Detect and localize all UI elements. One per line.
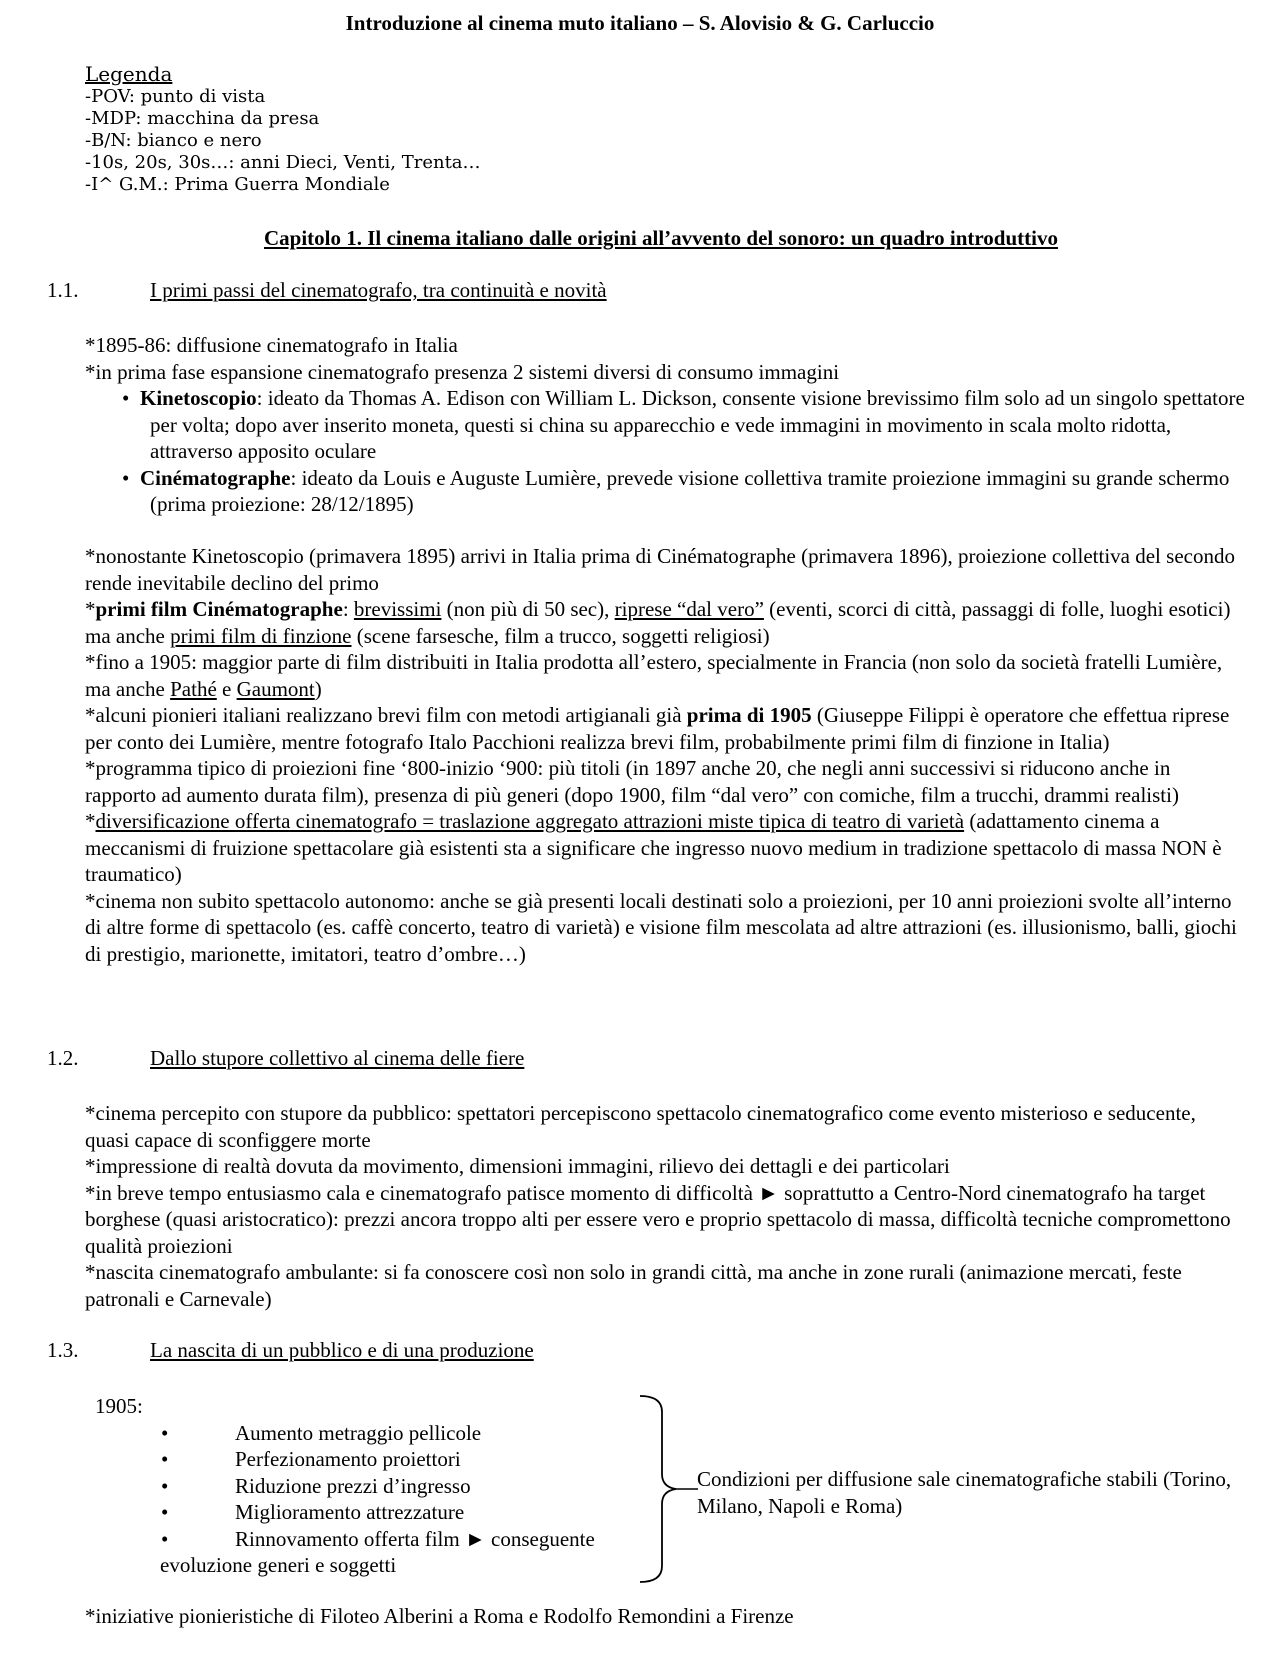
section-body	[85, 543, 1245, 967]
legend-heading: Legenda	[85, 62, 173, 86]
right-brace-icon	[640, 1394, 700, 1584]
list-item: • Riduzione prezzi d’ingresso	[161, 1473, 471, 1498]
section-body	[85, 332, 1245, 518]
paragraph: *nascita cinematografo ambulante: si fa conoscere così non solo in grandi città, ma anche in zone rurali (animazione mercati, feste patronali e Carnevale)	[85, 1260, 1182, 1311]
list-year: 1905:	[95, 1394, 143, 1418]
section-number: 1.2.	[47, 1046, 79, 1070]
paragraph: *fino a 1905: maggior parte di film distribuiti in Italia prodotta all’estero, specialmente in Francia (non solo da società fratelli Lumière, ma anche Pathé e Gaumont)	[85, 650, 1223, 701]
legend-item: -I^ G.M.: Prima Guerra Mondiale	[85, 174, 390, 195]
section-number: 1.3.	[47, 1338, 79, 1362]
paragraph: *impressione di realtà dovuta da movimento, dimensioni immagini, rilievo dei dettagli e dei particolari	[85, 1154, 950, 1178]
paragraph: *primi film Cinématographe: brevissimi (non più di 50 sec), riprese “dal vero” (eventi, scorci di città, passaggi di folle, luoghi esotici) ma anche primi film di finzione (scene farsesche, film a trucco, soggetti religiosi)	[85, 597, 1231, 648]
bullet-list	[85, 385, 1245, 518]
conditions-list	[95, 1393, 655, 1579]
section-title: La nascita di un pubblico e di una produzione	[150, 1338, 534, 1362]
list-item: • Cinématographe: ideato da Louis e Auguste Lumière, prevede visione collettiva tramite proiezione immagini su grande schermo (prima proiezione: 28/12/1895)	[122, 465, 1230, 516]
paragraph: *cinema percepito con stupore da pubblico: spettatori percepiscono spettacolo cinematografico come evento misterioso e seducente, quasi capace di sconfiggere morte	[85, 1101, 1196, 1152]
paragraph: *1895-86: diffusione cinematografo in Italia	[85, 333, 458, 357]
list-item: • Miglioramento attrezzature	[161, 1500, 465, 1524]
legend-item: -B/N: bianco e nero	[85, 130, 262, 151]
chapter-title: Capitolo 1. Il cinema italiano dalle origini all’avvento del sonoro: un quadro introduttivo	[263, 226, 1058, 250]
list-item: • Rinnovamento offerta film ► conseguente	[161, 1526, 595, 1551]
paragraph: *programma tipico di proiezioni fine ‘800-inizio ‘900: più titoli (in 1897 anche 20, che negli anni successivi si riducono anche in rapporto ad aumento durata film), presenza di più generi (dopo 1900, film “dal vero” con comiche, film a trucchi, drammi realisti)	[85, 756, 1179, 807]
paragraph: *in prima fase espansione cinematografo presenza 2 sistemi diversi di consumo immagini	[85, 359, 840, 384]
paragraph: *nonostante Kinetoscopio (primavera 1895) arrivi in Italia prima di Cinématographe (primavera 1896), proiezione collettiva del secondo rende inevitabile declino del primo	[85, 544, 1235, 595]
legend	[85, 62, 481, 196]
paragraph: *in breve tempo entusiasmo cala e cinematografo patisce momento di difficoltà ► soprattutto a Centro-Nord cinematografo ha target borghese (quasi aristocratico): prezzi ancora troppo alti per essere vero e proprio spettacolo di massa, difficoltà tecniche compromettono qualità proiezioni	[85, 1180, 1231, 1258]
list-item: • Kinetoscopio: ideato da Thomas A. Edison con William L. Dickson, consente visione brevissimo film solo ad un singolo spettatore per volta; dopo aver inserito moneta, questi si china su apparecchio e vede immagini in movimento in scala molto ridotta, attraverso apposito oculare	[122, 386, 1245, 463]
section-number: 1.1.	[47, 278, 79, 302]
section-body	[85, 1100, 1245, 1312]
document-title: Introduzione al cinema muto italiano – S. Alovisio & G. Carluccio	[345, 11, 935, 35]
section-title: I primi passi del cinematografo, tra continuità e novità	[150, 278, 607, 302]
section-title: Dallo stupore collettivo al cinema delle fiere	[150, 1046, 525, 1070]
legend-item: -10s, 20s, 30s…: anni Dieci, Venti, Trenta…	[85, 152, 481, 173]
list-item: • Perfezionamento proiettori	[161, 1447, 461, 1471]
list-item-continuation: evoluzione generi e soggetti	[160, 1553, 397, 1577]
paragraph: *diversificazione offerta cinematografo = traslazione aggregato attrazioni miste tipica di teatro di varietà (adattamento cinema a meccanismi di fruizione spettacolare già esistenti sta a significare che ingresso nuovo medium in tradizione spettacolo di massa NON è traumatico)	[85, 809, 1222, 886]
conditions-summary: Condizioni per diffusione sale cinematografiche stabili (Torino, Milano, Napoli e Roma)	[697, 1467, 1232, 1518]
paragraph: *cinema non subito spettacolo autonomo: anche se già presenti locali destinati solo a proiezioni, per 10 anni proiezioni svolte all’interno di altre forme di spettacolo (es. caffè concerto, teatro di varietà) e visione film mescolata ad altre attrazioni (es. illusionismo, balli, giochi di prestigio, marionette, imitatori, teatro d’ombre…)	[85, 888, 1237, 966]
list-item: • Aumento metraggio pellicole	[161, 1420, 482, 1445]
paragraph: *alcuni pionieri italiani realizzano brevi film con metodi artigianali già prima di 1905 (Giuseppe Filippi è operatore che effettua riprese per conto dei Lumière, mentre fotografo Italo Pacchioni realizza brevi film, probabilmente primi film di finzione in Italia)	[85, 703, 1230, 754]
legend-item: -MDP: macchina da presa	[85, 108, 320, 129]
legend-item: -POV: punto di vista	[85, 86, 266, 107]
paragraph: *iniziative pionieristiche di Filoteo Alberini a Roma e Rodolfo Remondini a Firenze	[85, 1604, 794, 1628]
